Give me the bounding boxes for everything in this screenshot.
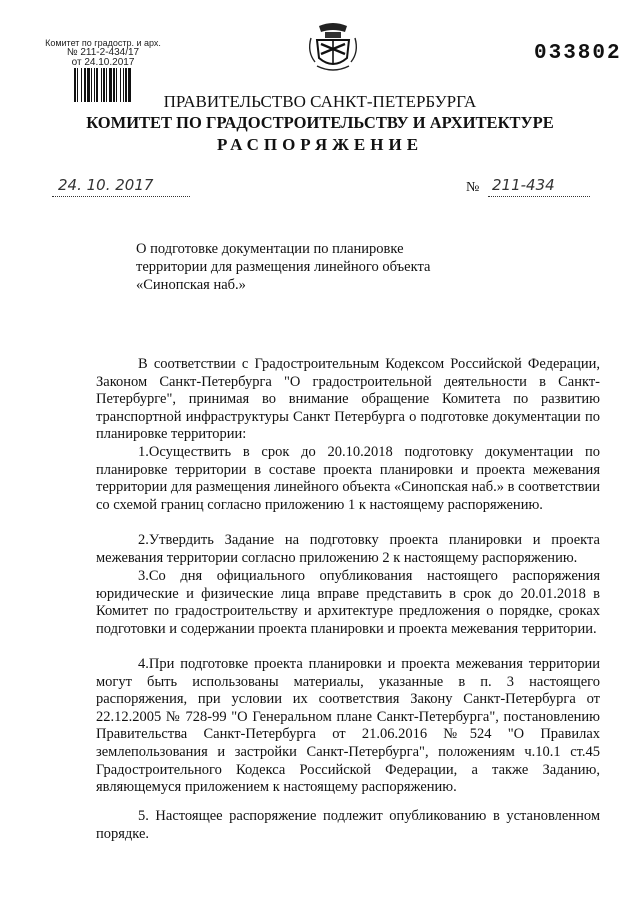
document-subject [136, 240, 436, 294]
coat-of-arms-emblem [305, 18, 361, 74]
stamp-line-date: от 24.10.2017 [71, 57, 135, 68]
number-sign: № [466, 180, 480, 195]
document-number: 033802 [534, 42, 622, 65]
stamp-line-number: № 211-2-434/17 [66, 47, 140, 58]
subject-line: «Синопская наб.» [136, 277, 246, 293]
committee-title: КОМИТЕТ ПО ГРАДОСТРОИТЕЛЬСТВУ И АРХИТЕКТУРЕ [86, 113, 554, 132]
number-line [488, 176, 590, 197]
handwritten-date: 24. 10. 2017 [58, 176, 154, 194]
registration-stamp [38, 38, 168, 68]
paragraph-item-3: 3.Со дня официального опубликования настоящего распоряжения юридические и физические лица вправе представить в срок до 20.01.2018 в Комитет по градостроительству и архитектуре предложения о порядке, сроках подготовки и содержании проекта планировки и проекта межевания территории. [96, 568, 600, 637]
subject-line: территории для размещения линейного объекта [136, 259, 431, 275]
paragraph-item-1: 1.Осуществить в срок до 20.10.2018 подготовку документации по планировке территории в составе проекта планировки и проекта межевания территории для размещения линейного объекта «Синопская наб.» в соответствии со схемой границ согласно приложению 1 к настоящему распоряжению. [96, 444, 600, 513]
date-line [52, 176, 190, 197]
paragraph-item-5: 5. Настоящее распоряжение подлежит опубликованию в установленном порядке. [96, 808, 600, 842]
government-title: ПРАВИТЕЛЬСТВО САНКТ-ПЕТЕРБУРГА [163, 92, 477, 111]
paragraph-item-2: 2.Утвердить Задание на подготовку проекта планировки и проекта межевания территории согласно приложению 2 к настоящему распоряжению. [96, 532, 600, 566]
paragraph-intro: В соответствии с Градостроительным Кодексом Российской Федерации, Законом Санкт-Петербурга "О градостроительной деятельности в Санкт-Петербурге", принимая во внимание обращение Комитета по развитию транспортной инфраструктуры Санкт Петербурга о подготовке документации по планировке территории: [96, 356, 600, 443]
stamp-line-committee: Комитет по градостр. и арх. [45, 38, 161, 48]
paragraph-item-4: 4.При подготовке проекта планировки и проекта межевания территории могут быть использованы материалы, указанные в п. 3 настоящего распоряжения, при условии их соответствия Закону Санкт-Петербурга от 22.12.2005 № 728-99 "О Генеральном плане Санкт-Петербурга", постановлению Правительства Санкт-Петербурга от 21.06.2016 №524 "О Правилах землепользования и застройки Санкт-Петербурга", положениям ч.10.1 ст.45 Градостроительного Кодекса Российской Федерации, а также Заданию, являющемуся приложением к настоящему распоряжению. [96, 656, 600, 796]
document-type-title: РАСПОРЯЖЕНИЕ [216, 135, 424, 154]
subject-line: О подготовке документации по планировке [136, 241, 404, 257]
handwritten-number: 211-434 [492, 176, 555, 194]
